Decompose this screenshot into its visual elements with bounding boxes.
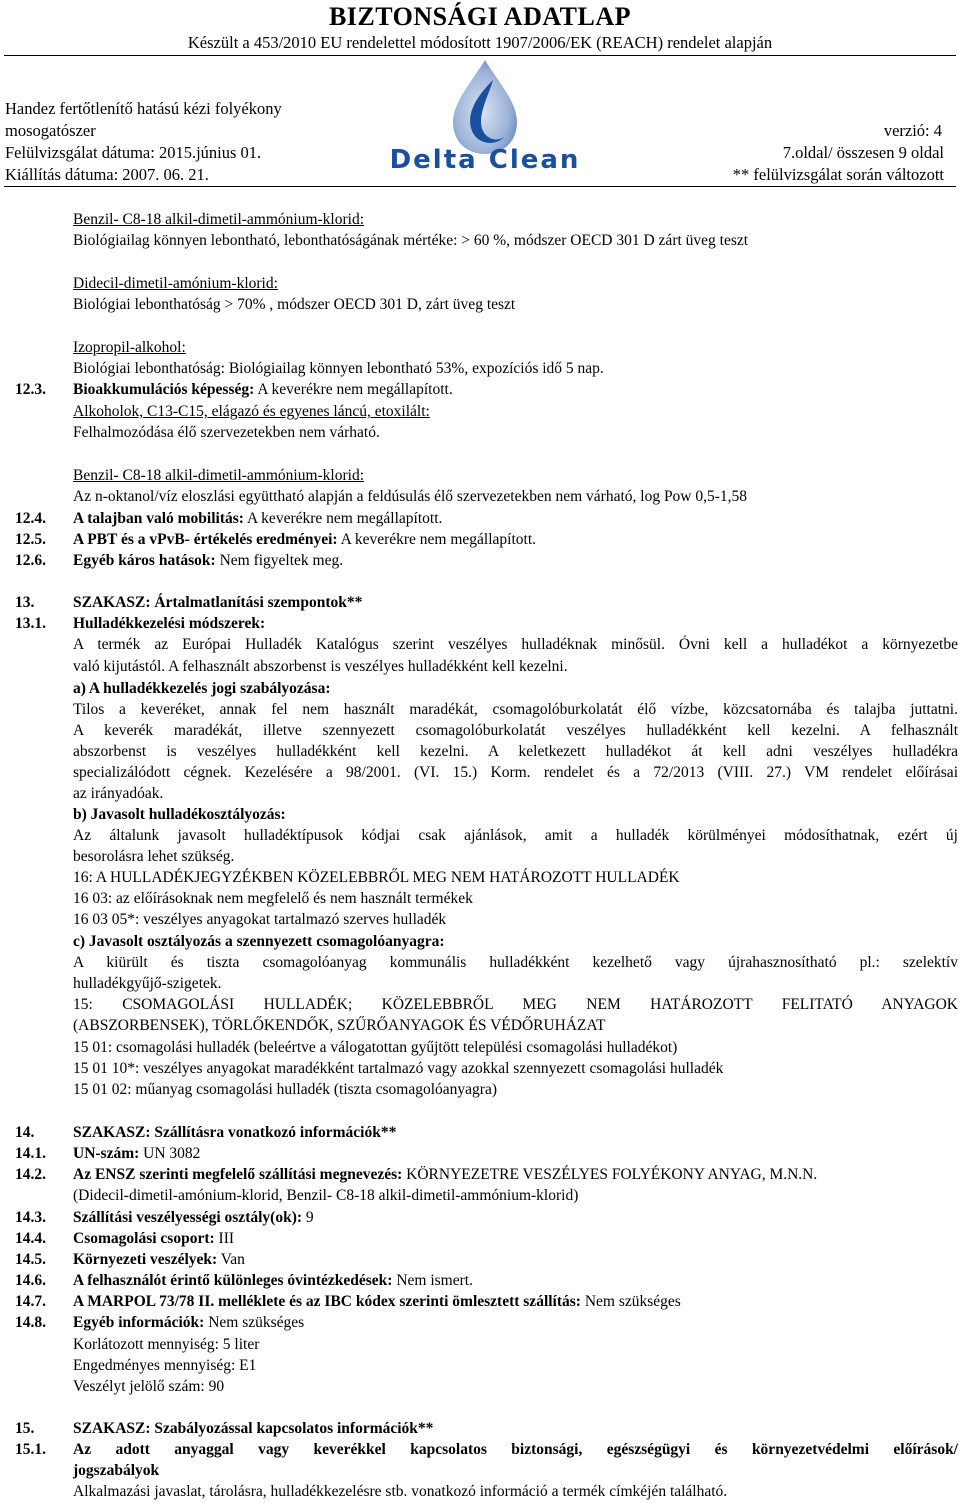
subsection-title: Az adott anyaggal vagy keverékkel kapcsolatos biztonsági, egészségügyi és környezetvédelmi előírások/: [73, 1441, 958, 1458]
subsection-title: jogszabályok: [73, 1462, 160, 1479]
version-label: verzió: 4: [883, 121, 942, 140]
section-number: 14.6.: [15, 1272, 46, 1289]
body-text: Veszélyt jelölő szám: 90: [73, 1378, 225, 1395]
body-text: A keverék maradékát, illetve szennyezett csomagolóburkolatát veszélyes hulladékként kell kezelni. A felhasznált: [73, 722, 958, 739]
paragraph-heading: c) Javasolt osztályozás a szennyezett csomagolóanyagra:: [73, 933, 445, 950]
section-number: 15.: [15, 1420, 35, 1437]
body-text: (Didecil-dimetil-amónium-klorid, Benzil- C8-18 alkil-dimetil-ammónium-klorid): [73, 1187, 579, 1204]
body-text: Van: [217, 1251, 245, 1268]
section-number: 14.2.: [15, 1166, 46, 1183]
product-name-line2: mosogatószer: [5, 121, 96, 140]
product-name-line1: Handez fertőtlenítő hatású kézi folyékony: [5, 99, 282, 118]
body-text: A keverékre nem megállapított.: [243, 510, 443, 527]
section-number: 12.6.: [15, 552, 46, 569]
subsection-title: Bioakkumulációs képesség:: [73, 381, 255, 398]
subsection-title: A MARPOL 73/78 II. melléklete és az IBC kódex szerinti ömlesztett szállítás:: [73, 1293, 581, 1310]
subsection-title: Egyéb káros hatások:: [73, 552, 216, 569]
body-text: Alkalmazási javaslat, tárolásra, hulladékkezelésre stb. vonatkozó információ a termék címkéjén található.: [73, 1483, 728, 1500]
body-text: UN 3082: [139, 1145, 201, 1162]
waste-code: 15 01: csomagolási hulladék (beleértve a válogatottan gyűjtött települési csomagolási hulladékot): [73, 1039, 678, 1056]
section-number: 12.3.: [15, 381, 46, 398]
body-text: besorolásra lehet szükség.: [73, 848, 235, 865]
water-drop-logo-icon: [389, 56, 581, 175]
document-title: BIZTONSÁGI ADATLAP: [328, 2, 632, 31]
subsection-line: [73, 1251, 245, 1269]
subsection-title: UN-szám:: [73, 1145, 140, 1162]
section-title: SZAKASZ: Ártalmatlanítási szempontok**: [73, 594, 363, 611]
section-number: 14.8.: [15, 1314, 46, 1331]
body-text: Tilos a keveréket, annak fel nem használt maradékát, csomagolóburkolatát élő vízbe, közcsatornába és talajba juttatni.: [73, 701, 958, 718]
body-text: Biológiailag könnyen lebontható, lebonthatóságának mértéke: > 60 %, módszer OECD 301 D zárt üveg teszt: [73, 232, 749, 249]
body-text: Az általunk javasolt hulladéktípusok kódjai csak ajánlások, amit a hulladék körülményei módosíthatnak, ezért új: [73, 827, 958, 844]
body-text: Nem ismert.: [392, 1272, 473, 1289]
subsection-title: Egyéb információk:: [73, 1314, 205, 1331]
delta-clean-logo: [389, 56, 581, 175]
subsection-title: Szállítási veszélyességi osztály(ok):: [73, 1209, 303, 1226]
substance-heading: Alkoholok, C13-C15, elágazó és egyenes láncú, etoxilált:: [73, 403, 430, 420]
subsection-line: [73, 1166, 817, 1184]
substance-heading: Didecil-dimetil-amónium-klorid:: [73, 275, 278, 292]
body-text: hulladékgyűjő-szigetek.: [73, 975, 222, 992]
section-number: 13.1.: [15, 615, 46, 632]
document-subtitle: Készült a 453/2010 EU rendelettel módosított 1907/2006/EK (REACH) rendelet alapján: [187, 33, 773, 52]
subsection-line: [73, 1209, 314, 1227]
body-text: Engedményes mennyiség: E1: [73, 1357, 257, 1374]
subsection-line: [73, 381, 453, 399]
subsection-line: [73, 1293, 681, 1311]
subsection-title: Az ENSZ szerinti megfelelő szállítási megnevezés:: [73, 1166, 403, 1183]
svg-text:Delta Clean: Delta Clean: [389, 145, 581, 175]
subsection-line: [73, 1314, 304, 1332]
waste-code: 15: CSOMAGOLÁSI HULLADÉK; KÖZELEBBRŐL MEG NEM HATÁROZOTT FELITATÓ ANYAGOK: [73, 996, 958, 1013]
subsection-line: [73, 510, 442, 528]
body-text: specializálódott cégnek. Kezelésére a 98/2001. (VI. 15.) Korm. rendelet és a 72/2013 (VIII. 27.) VM rendelet előírásai: [73, 764, 958, 781]
waste-code: 15 01 10*: veszélyes anyagokat maradékként tartalmazó vagy azokkal szennyezett csomagolási hulladék: [73, 1060, 724, 1077]
body-text: Az n-oktanol/víz eloszlási együttható alapján a feldúsulás élő szervezetekben nem várható, log Pow 0,5-1,58: [73, 488, 748, 505]
body-text: Biológiai lebonthatóság > 70% , módszer OECD 301 D, zárt üveg teszt: [73, 296, 516, 313]
body-text: 9: [302, 1209, 314, 1226]
page-indicator: 7.oldal/ összesen 9 oldal: [782, 143, 944, 162]
subsection-title: A PBT és a vPvB- értékelés eredményei:: [73, 531, 338, 548]
subsection-title: Környezeti veszélyek:: [73, 1251, 218, 1268]
substance-heading: Izopropil-alkohol:: [73, 339, 186, 356]
body-text: az irányadóak.: [73, 785, 164, 802]
subsection-line: [73, 1230, 234, 1248]
body-text: Nem szükséges: [204, 1314, 305, 1331]
body-text: A keverékre nem megállapított.: [254, 381, 453, 398]
body-text: Nem szükséges: [580, 1293, 681, 1310]
body-text: A kiürült és tiszta csomagolóanyag kommunális hulladékként kezelhető vagy újrahasznosítható pl.: szelektív: [73, 954, 958, 971]
subsection-title: Csomagolási csoport:: [73, 1230, 215, 1247]
section-number: 12.5.: [15, 531, 46, 548]
subsection-title: A talajban való mobilitás:: [73, 510, 244, 527]
section-number: 14.4.: [15, 1230, 46, 1247]
waste-code: 15 01 02: műanyag csomagolási hulladék (tiszta csomagolóanyagra): [73, 1081, 497, 1098]
paragraph-heading: b) Javasolt hulladékosztályozás:: [73, 806, 286, 823]
waste-code: 16: A HULLADÉKJEGYZÉKBEN KÖZELEBBRŐL MEG NEM HATÁROZOTT HULLADÉK: [73, 869, 680, 886]
changed-note: ** felülvizsgálat során változott: [732, 165, 944, 184]
waste-code: 16 03 05*: veszélyes anyagokat tartalmazó szerves hulladék: [73, 911, 447, 928]
subsection-line: [73, 1145, 200, 1163]
body-text: Korlátozott mennyiség: 5 liter: [73, 1336, 260, 1353]
section-title: SZAKASZ: Szabályozással kapcsolatos információk**: [73, 1420, 434, 1437]
review-date: Felülvizsgálat dátuma: 2015.június 01.: [5, 143, 262, 162]
section-number: 12.4.: [15, 510, 46, 527]
subsection-line: [73, 552, 343, 570]
body-text: A keverékre nem megállapított.: [337, 531, 537, 548]
header-bottom-rule: [4, 186, 956, 187]
body-text: KÖRNYEZETRE VESZÉLYES FOLYÉKONY ANYAG, M.N.N.: [402, 1166, 818, 1183]
waste-code: (ABSZORBENSEK), TÖRLŐKENDŐK, SZŰRŐANYAGOK ÉS VÉDŐRUHÁZAT: [73, 1017, 606, 1034]
paragraph-heading: a) A hulladékkezelés jogi szabályozása:: [73, 680, 331, 697]
body-text: III: [214, 1230, 235, 1247]
issue-date: Kiállítás dátuma: 2007. 06. 21.: [5, 165, 209, 184]
substance-heading: Benzil- C8-18 alkil-dimetil-ammónium-klorid:: [73, 211, 365, 228]
body-text: való kijutástól. A felhasznált abszorbenst is veszélyes hulladékként kell kezelni.: [73, 658, 568, 675]
section-number: 14.: [15, 1124, 35, 1141]
body-text: A termék az Európai Hulladék Katalógus szerint veszélyes hulladéknak minősül. Óvni kell a hulladékot a környezetbe: [73, 636, 958, 653]
section-number: 14.3.: [15, 1209, 46, 1226]
substance-heading: Benzil- C8-18 alkil-dimetil-ammónium-klorid:: [73, 467, 365, 484]
section-title: SZAKASZ: Szállításra vonatkozó információk**: [73, 1124, 397, 1141]
subsection-title: A felhasználót érintő különleges óvintézkedések:: [73, 1272, 393, 1289]
body-text: abszorbenst is veszélyes hulladékként kell kezelni. A keletkezett hulladékot át kell adni veszélyes hulladékra: [73, 743, 958, 760]
section-number: 14.5.: [15, 1251, 46, 1268]
section-number: 15.1.: [15, 1441, 46, 1458]
body-text: Felhalmozódása élő szervezetekben nem várható.: [73, 424, 380, 441]
section-number: 14.7.: [15, 1293, 46, 1310]
section-number: 13.: [15, 594, 35, 611]
subsection-line: [73, 1272, 473, 1290]
waste-code: 16 03: az előírásoknak nem megfelelő és nem használt termékek: [73, 890, 473, 907]
body-text: Biológiai lebonthatóság: Biológiailag könnyen lebontható 53%, expozíciós idő 5 nap.: [73, 360, 604, 377]
body-text: Nem figyeltek meg.: [215, 552, 344, 569]
section-number: 14.1.: [15, 1145, 46, 1162]
subsection-title: Hulladékkezelési módszerek:: [73, 615, 266, 632]
subsection-line: [73, 531, 536, 549]
